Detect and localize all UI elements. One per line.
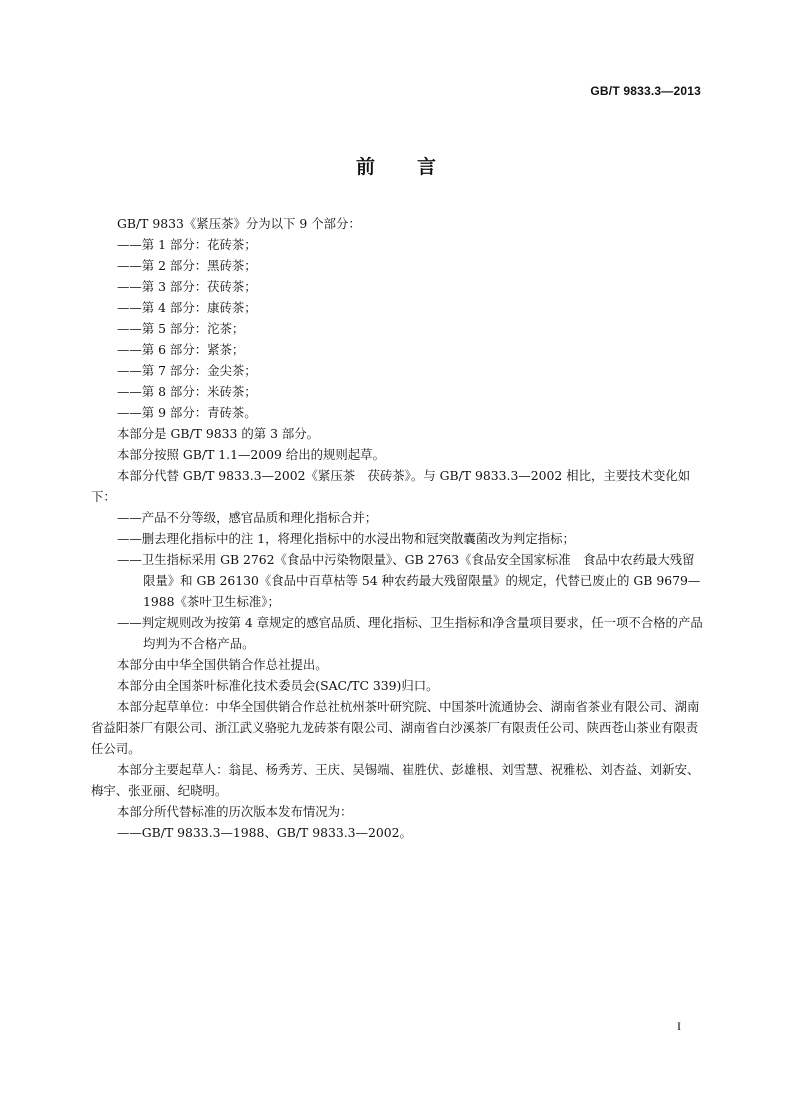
list-item-part-8: ——第 8 部分：米砖茶； <box>117 384 257 399</box>
change-item-2: ——删去理化指标中的注 1，将理化指标中的水浸出物和冠突散囊菌改为判定指标； <box>117 531 575 546</box>
list-item-part-7: ——第 7 部分：金尖茶； <box>117 363 257 378</box>
proposed-by-paragraph: 本部分由中华全国供销合作总社提出。 <box>117 657 328 672</box>
list-item-part-9: ——第 9 部分：青砖茶。 <box>117 405 257 420</box>
standard-code: GB/T 9833.3—2013 <box>590 84 701 98</box>
change-item-3: ——卫生指标采用 GB 2762《食品中污染物限量》、GB 2763《食品安全国家标准 食品中农药最大残留限量》和 GB 26130《食品中百草枯等 54 种农药最大残留限量》的规定，代替已废止的 GB 9679—1988《茶叶卫生标准》； <box>117 552 701 609</box>
list-item-part-5: ——第 5 部分：沱茶； <box>117 321 245 336</box>
drafting-units-paragraph: 本部分起草单位：中华全国供销合作总社杭州茶叶研究院、中国茶叶流通协会、湖南省茶业有限公司、湖南省益阳茶厂有限公司、浙江武义骆驼九龙砖茶有限公司、湖南省白沙溪茶厂有限责任公司、陕西苍山茶业有限责任公司。 <box>91 699 700 756</box>
list-item-part-1: ——第 1 部分：花砖茶； <box>117 237 257 252</box>
intro-paragraph: GB/T 9833《紧压茶》分为以下 9 个部分： <box>117 216 361 231</box>
list-item-part-2: ——第 2 部分：黑砖茶； <box>117 258 257 273</box>
drafting-rules-paragraph: 本部分按照 GB/T 1.1—2009 给出的规则起草。 <box>117 447 385 462</box>
replaces-paragraph: 本部分代替 GB/T 9833.3—2002《紧压茶 茯砖茶》。与 GB/T 9833.3—2002 相比，主要技术变化如下： <box>91 468 691 504</box>
part-of-paragraph: 本部分是 GB/T 9833 的第 3 部分。 <box>117 426 320 441</box>
page-number: I <box>677 1019 681 1033</box>
under-paragraph: 本部分由全国茶叶标准化技术委员会(SAC/TC 339)归口。 <box>117 678 439 693</box>
history-paragraph: 本部分所代替标准的历次版本发布情况为： <box>117 804 353 819</box>
change-item-4: ——判定规则改为按第 4 章规定的感官品质、理化指标、卫生指标和净含量项目要求，任一项不合格的产品均判为不合格产品。 <box>117 615 703 651</box>
list-item-part-6: ——第 6 部分：紧茶； <box>117 342 245 357</box>
list-item-part-3: ——第 3 部分：茯砖茶； <box>117 279 257 294</box>
change-item-1: ——产品不分等级，感官品质和理化指标合并； <box>117 510 378 525</box>
history-item: ——GB/T 9833.3—1988、GB/T 9833.3—2002。 <box>117 825 412 840</box>
list-item-part-4: ——第 4 部分：康砖茶； <box>117 300 257 315</box>
page-title: 前言 <box>355 156 478 178</box>
foreword-body <box>91 213 704 843</box>
drafters-paragraph: 本部分主要起草人：翁昆、杨秀芳、王庆、吴锡端、崔胜伏、彭雄根、刘雪慧、祝雅松、刘杏益、刘新安、梅宇、张亚丽、纪晓明。 <box>91 762 700 798</box>
